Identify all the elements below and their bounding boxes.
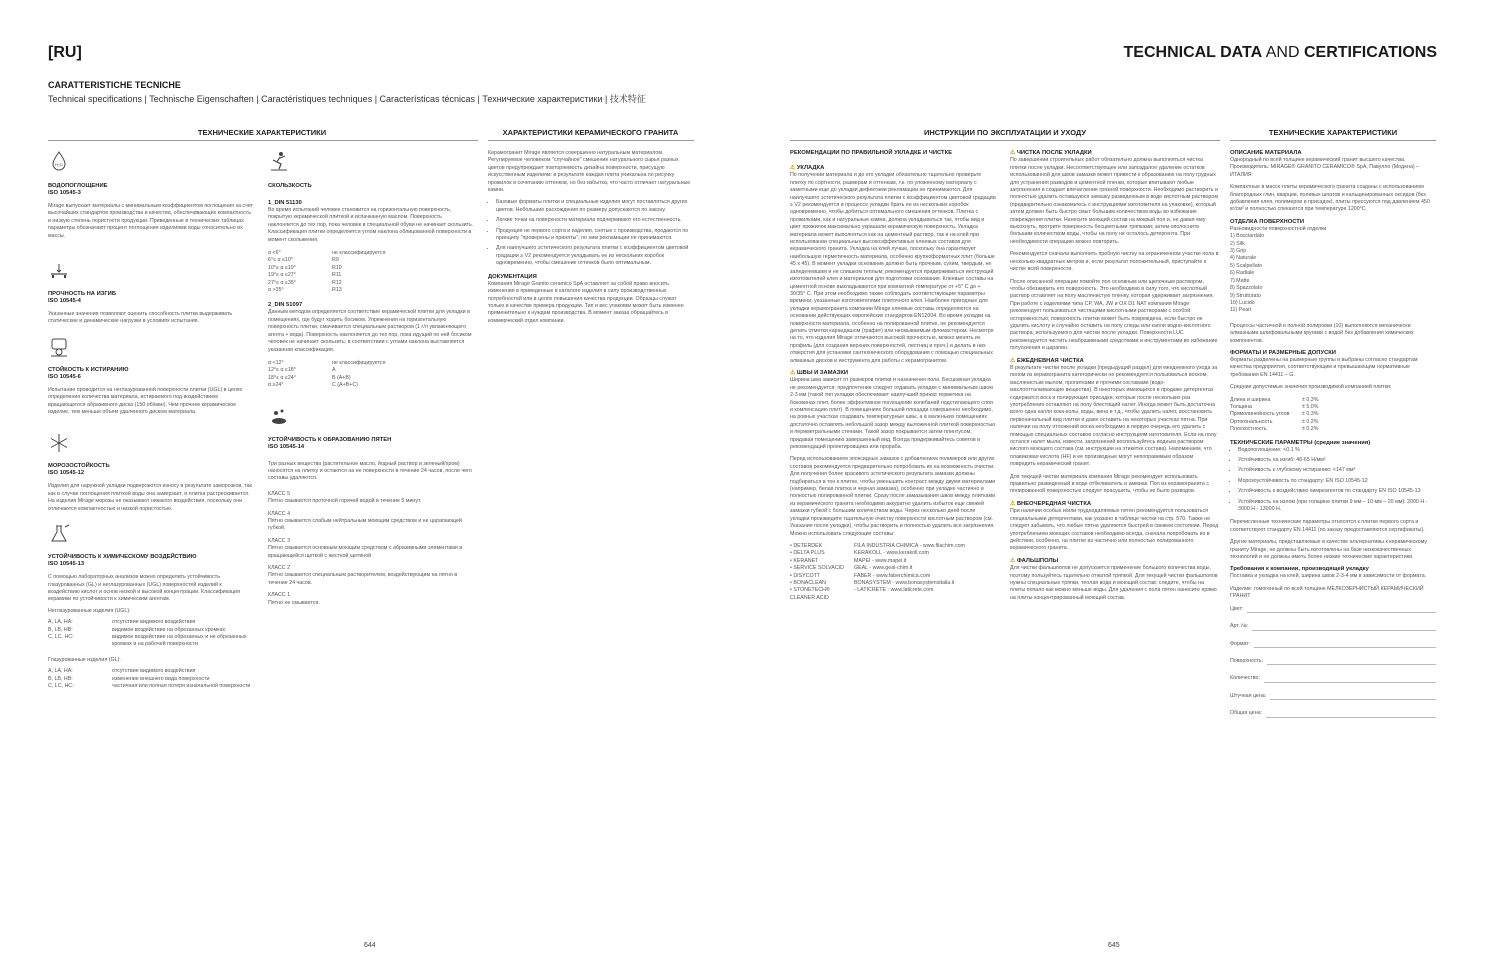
abc-row: α <12° не классифицируется	[268, 359, 386, 366]
stain-class: КЛАСС 5 Пятно смывается проточной горячей водой в течение 5 минут.	[268, 490, 422, 505]
water-title: ВОДОПОГЛОЩЕНИЕ	[48, 183, 108, 189]
after-laying-text: По завершении строительных работ обязательно должна выполняться чистка плитки после укладки. Несоответствующее или запоздалое удаление остатков использованной для швов замазки может привести к образованию на полу грудных для устранения разводов и цементной пленки, которые впитывают любые загрязнения и создает впечатление грязной поверхности. Необходимо растворить и полностью удалить оставшуюся замазку разведенным в воде кислотным раствором (предварительно ознакомьтесь с инструкциями изготовителя на упаковке), который затем должен быть быстро смыт большим количеством воды во избежание повреждения плитки. Нанесите моющий состав на мокрый пол и, не давая ему высохнуть, протрите поверхность бесцветными тряпками; затем ополосните большим количеством воды, чтобы на полу не осталось детергента. При необходимости операцию можно повторить.	[1010, 157, 1218, 245]
title-certifications: CERTIFICATIONS	[1303, 44, 1437, 61]
finish-title: ОТДЕЛКА ПОВЕРХНОСТИ	[1230, 218, 1304, 225]
flask-icon	[48, 523, 70, 545]
params-note-2: Другие материалы, представляемые в качестве альтернативы к керамическому граниту Mirage, не должны быть изготовлены на базе низкокачественных технологий и не должны иметь более низкие технические характеристики.	[1230, 539, 1428, 561]
description-text: Однородный по всей толщине керамический гранит высшего качества. Производитель: MIRAGE® GRANITO CERAMICO® SpA, Павулло (Модена) – ИТАЛИЯ	[1230, 157, 1420, 178]
list-item: 7) Matte	[1230, 277, 1250, 284]
gl-table	[48, 668, 254, 690]
list-item: 11) Pearl	[1230, 307, 1252, 314]
tolerance-row: Плоскостность ± 0.2%	[1230, 426, 1319, 433]
list-item: • Устойчивость на излом (при толщине плитки 9 мм – 10 мм – 20 мм): 2000 Н - 3000 Н - 13000 Н.	[1238, 499, 1436, 514]
ugl-table	[48, 619, 254, 649]
din1-text: Во время испытаний человек становится на горизонтальную поверхность, покрытую керамической плиткой и испачканную маслом. Поверхность наклоняется до тех пор, пока человек в специальной обуви не начинает скользить. Классификация плитки определяется углом наклона облицованной поверхности в момент скольжения.	[268, 207, 474, 243]
product-row: • KERANET MAPEI - www.mapei.it	[790, 557, 907, 564]
col-heading-tech: ТЕХНИЧЕСКИЕ ХАРАКТЕРИСТИКИ	[197, 128, 327, 137]
stain-class: КЛАСС 3 Пятно смывается основным моющим средством с абразивными элементами и вращающейся щеткой с жесткой щетиной.	[268, 537, 463, 559]
col-heading-tech-right: ТЕХНИЧЕСКИЕ ХАРАКТЕРИСТИКИ	[1268, 128, 1398, 137]
bend-text: Указанные значения позволяют оценить способность плитки выдерживать статические и динамические нагрузки в условиях испытания.	[48, 311, 233, 325]
form-field-quantity[interactable]: Количество:	[1230, 675, 1436, 682]
ugl-row: B, LB, HB: видимое воздействие на обрезанных кромках	[48, 626, 226, 633]
tolerance-row: Толщина ± 5.0%	[1230, 403, 1319, 410]
joints-text: Ширина шва зависит от размеров плитки и назначения пола. Бесшовная укладка не рекомендуется; предпочтение следует отдавать укладке с минимальным швом 2-3 мм (такой тип укладки обеспечивает наилучший прижат герметика на боковинах плит, более эффективное поглощение колебаний подстилающего слоя и компенсацию плит). В помещениях большой площади совершенно необходимо, на ровных участках создавать температурные швы, а в маленьких помещениях достаточно оставлять небольшой зазор между выложенной плиткой поверхностью и периметральными стенами. Такой зазор покрывается затем плинтусом, придавая помещению завершенный вид. Всегда придерживайтесь советов и рекомендаций проектировщика или прораба.	[790, 377, 996, 451]
daily-text-2: Для текущей чистки материала компания Mirage рекомендует использовать правильно разведенный в воде отбеливатель и аммиак. Пол из керамогранита с полированной поверхностью следует прасушить, чтобы не было разводов.	[1010, 473, 1209, 495]
granite-bullets	[488, 199, 694, 267]
stain-class: КЛАСС 4 Пятно смывается слабым нейтральным моющим средством и не царапающей губкой.	[268, 510, 462, 532]
r-row: 10°≤ α ≤19° R10	[268, 264, 342, 271]
formats-title: ФОРМАТЫ И РАЗМЕРНЫЕ ДОПУСКИ	[1230, 349, 1336, 356]
r-row: 27°≤ α ≤35° R12	[268, 279, 342, 286]
gl-row: B, LB, HB: изменение внешнего вида поверхности	[48, 675, 210, 682]
abc-row: α ≥24° C (A+B+C)	[268, 382, 358, 389]
documentation-text: Компания Mirage Granito ceramico SpA оставляет за собой право вносить изменения в приведенные в каталоге изделия в силу производственных потребностей или в целях повышения качества продукции. Образцы служат только в качестве примера продукции. Тип и вес упаковки может быть изменен применительно к нуждам производства. В момент заказа обращайтесь в коммерческий отдел компании.	[488, 280, 684, 324]
slipping-person-icon	[268, 150, 290, 172]
list-item: • Для наилучшего эстетического результата плитки с коэффициентом цветовой градации ≥ V2 рекомендуется укладывать ее из нескольких коробок одновременно, чтобы смешение оттенков было оптимальным.	[496, 245, 694, 267]
frost-text: Изделия для наружной укладки подвергаются износу в результате заморозков, так как в случае поглощения плиткой воды она замерзает, и плитка растрескивается. На изделия Mirage морозы не оказывают никакого воздействия, поскольку они отличаются компактностью и низкой пористостью.	[48, 483, 252, 512]
abc-row: 12°≤ α ≤18° A	[268, 367, 336, 374]
abrasion-text: Испытание проводится на неглазурованной поверхности плитки (UGL) в целях определения количества материала, истираемого под воздействием вращающегося абразивного диска (150 об/мин). Чем прочнее керамическое изделие, тем меньше объем удаленного диском материала.	[48, 386, 243, 416]
description-title: ОПИСАНИЕ МАТЕРИАЛА	[1230, 150, 1302, 156]
product-row: • DISYCOTT FABER - www.faberchimica.com	[790, 572, 931, 579]
form-field-surface[interactable]: Поверхность:	[1230, 658, 1436, 665]
extra-title: ⚠ ВНЕОЧЕРЕДНАЯ ЧИСТКА	[1010, 501, 1220, 508]
right-tech-column	[1230, 150, 1436, 728]
false-floor-text: Для чистки фальшполов не допускается применение большого количества воды, поэтому пользуйтесь тщательно отжатой тряпкой. Для текущей чистки фальшполов нужны специальные тряпки, теплая вода и моющий состав; следите, чтобы на плиты попало как можно меньше воды. Для удаления с пола пятен нанесите прямо на плиты концентрированный моющий состав.	[1010, 565, 1218, 601]
divider	[790, 140, 1220, 141]
language-code: [RU]	[48, 44, 82, 61]
frost-iso: ISO 10545-12	[48, 470, 85, 477]
after-laying-text-2: Рекомендуется сначала выполнить пробную чистку на ограниченном участке пола в несколько квадратных метров и, если результат положительный, приступайте к чистке всей поверхности.	[1010, 251, 1219, 273]
list-item: 1) Bocciardato	[1230, 233, 1265, 240]
finish-intro: Разновидности поверхностной отделки	[1230, 225, 1327, 232]
params-title: ТЕХНИЧЕСКИЕ ПАРАМЕТРЫ (средние значения)	[1230, 439, 1371, 446]
stain-classes	[268, 491, 474, 607]
title-technical-data: TECHNICAL DATA	[1123, 44, 1263, 61]
stain-text: Три разных вещества (растительное масло, йодный раствор и зеленый/хром) наносятся на плитку и остаются на ее поверхности в течение 24 часов, после чего составы удаляются.	[268, 460, 472, 482]
list-item: 5) Scalpellato	[1230, 262, 1263, 269]
form-line[interactable]	[1270, 693, 1436, 700]
stain-iso: ISO 10545-14	[268, 443, 305, 450]
page-header-title	[1124, 44, 1437, 62]
ugl-row: A, LA, HA: отсутствие видимого воздействия	[48, 619, 196, 626]
list-item: • Продукция не первого сорта и изделия, снятые с производства, продаются по принципу "проверены и приняты", по ним рекламации не принимаются.	[496, 228, 694, 243]
tolerance-row: Прямолинейность углов ± 0.3%	[1230, 411, 1319, 418]
section-title: CARATTERISTICHE TECNICHE	[48, 80, 181, 90]
params-note: Перечисленные технические параметры относятся к плитке первого сорта и соответствуют стандарту EN 14411 (по заказу предоставляются сертификаты).	[1230, 519, 1425, 533]
snowflake-icon	[48, 432, 70, 454]
care-column-1	[790, 150, 996, 602]
list-item: 8) Spazzolato	[1230, 285, 1263, 292]
requirements-text-2: Изделие: гомогенный по всей толщине МЕЛКОЗЕРНИСТЫЙ КЕРАМИЧЕСКИЙ ГРАНИТ	[1230, 585, 1424, 600]
divider	[488, 140, 694, 141]
description-text-2: Компактные в массе плиты керамического гранита созданы с использованием благородных глин, кварцев, полевых шпатов и кальцинированных оксидов (без добавления клея, полимеров и присадок), плиты прессуются под давлением 450 кг/см² и полностью спекаются при температуре 1200°С.	[1230, 184, 1430, 213]
form-field-format[interactable]: Формат:	[1230, 641, 1436, 648]
list-item: 3) Grip	[1230, 248, 1247, 255]
abc-class-table	[268, 360, 474, 390]
form-line[interactable]	[1252, 624, 1436, 631]
after-laying-text-3: После описанной операции помойте пол основным или щелочным раствором, чтобы обезжирить его поверхность. Это необходимо в силу того, что кислотный раствор оставляет на полу маслянистую пленку, которая удерживает загрязнения. При работе с изделиями типа CP, WA, JW и OX D1 NAT компания Mirage рекомендует пользоваться чистящими кислотными растворами с особой осторожностью; поверхность плитки может быть повреждена, если быстро не удалить кислоту и случайно оставить на полу следы или капли водно-кислотного раствора, используемого для чистки после укладки. Поверхности LUC рекомендуется чистить неабразивными средствами и инструментами во избежание потускнения и царапин.	[1010, 278, 1218, 352]
list-item: • Устойчивость к глубокому истиранию: <147 мм³	[1238, 467, 1436, 474]
form-field-total-price[interactable]: Общая цена:	[1230, 710, 1436, 717]
r-class-table	[268, 250, 474, 294]
form-line[interactable]	[1264, 676, 1436, 683]
chem-text: С помощью лабораторных анализов можно определить устойчивость глазурованных (GL) и неглазурованных (UGL) поверхностей изделий к воздействию кислот и основ низкой и высокой концентрации. Классификация керамики по устойчивости к химическим агентам.	[48, 574, 240, 603]
stain-class: КЛАСС 2 Пятно смывается специальным растворителем, воздействующим на пятно в течение 24 часов.	[268, 565, 458, 586]
bending-icon	[48, 260, 70, 282]
col-heading-granite: ХАРАКТЕРИСТИКИ КЕРАМИЧЕСКОГО ГРАНИТА	[502, 128, 679, 137]
gl-row: A, LA, HA: отсутствие видимого воздействия	[48, 668, 196, 675]
form-field-color[interactable]: Цвет:	[1230, 606, 1436, 613]
joints-text-2: Перед использованием эпоксидных замазок с добавлением полимеров или других составов рекомендуется предварительно попробовать их на возможность очистки. Для получения более красивого эстетического результата замазки должны подбираться в тон к плитке, чтобы уменьшить контраст между двумя материалами (например, белая плитка и черная замазка), особенно при укладке частично и полностью полированной плитки. Сразу после замазывания швов между плитками из керамического гранита необходимо аккуратно удалить избыток еще свежей замазки губкой с большим количеством воды. Через несколько дней после укладки произведите тщательную очистку поверхности кислотным раствором (см. Указания после укладки), чтобы растворить и полностью удалить все загрязнения. Можно использовать следующие составы:	[790, 456, 996, 537]
page-number-right: 645	[1108, 942, 1120, 949]
din2-text: Данным методом определяется соответствие керамической плитки для укладки в помещениях, где будут ходить босиком. Упрежнения на горизонтальную поверхность плитки, смачивается специальным раствором (1 г/л увлажняющего агента + вода). Поверхность наклоняется до тех пор, пока идущий по ней босиком человек не начинает скользить; в соответствии с углами наклона выставляется указанная классификация.	[268, 309, 472, 353]
requirements-title: Требования к компании, производящей укладку	[1230, 566, 1369, 573]
form-line[interactable]	[1266, 711, 1436, 718]
water-text: Mirage выпускает материалы с минимальным коэффициентом поглощения за счет высочайших стандартов производства и качества, обеспечивающих компактность и низкую степень пористости продукции. Приведенные в технических таблицах параметры обозначают процент поглощения изделиями воды относительно их массы.	[48, 203, 253, 239]
list-item: 10) Lucido	[1230, 299, 1255, 306]
gl-row: C, LC, HC: частичная или полная потеря изначальной поверхности	[48, 682, 251, 689]
section-subtitle: Technical specifications | Technische Eigenschaften | Caractéristiques techniques | Características técnicas | Технические характеристики | 技术特征	[48, 94, 646, 104]
abrasion-title: СТОЙКОСТЬ К ИСТИРАНИЮ	[48, 366, 129, 373]
daily-text: В результате чистки после укладки (предыдущий раздел) для ежедневного ухода за полом из керамогранита категорически не рекомендуется пользоваться воском, маслянистым мылом, пропитками и прочими составами (водо- маслоотталкивающие вещества). В некоторых имеющихся в продаже детергентах содержатся воск и полирующие присадки, которые после нескольких раз употребления оставляют на полу блестящий налет. Иногда может быть достаточна всего одна капля кока-колы, воды, вина и т.д., чтобы удалить налет, восстановить первоначальный вид плитки и даже оставить на некоторых участках пятна. При наличии на полу отложений воска необходимо в первую очередь его удалить с помощью специальных составов согласно инструкциям изготовителя. Если на полу остался налет мыла, извести, загрязнений воспользуйтесь водным раствором кислого моющего состава (см. инструкции на этикетке состава). Напоминаем, что плавиковая кислота (HF) и ее производные могут непоправимым образом повредить керамический гранит.	[1010, 364, 1218, 468]
tolerance-intro: Средние допустимые значения производимой компанией плитки:	[1230, 384, 1392, 391]
granite-intro: Керамогранит Mirage является совершенно натуральным материалом. Регулируемое человеком "случайное" смешение натурального сырья разных цветов предупреждает повторяемость дизайна поверхности, присущую искусственным изделиям: в результате каждая плита уникальна по рисунку прожилок и сочетанию оттенков, но без избытка, что часто отличает натуральные камни.	[488, 150, 691, 194]
title-and: AND	[1262, 44, 1304, 61]
r-row: α <6° не классифицируется	[268, 250, 386, 257]
water-drop-icon	[48, 150, 70, 172]
list-item: • Легкие точки на поверхности материала подчеркивают его естественность.	[496, 217, 694, 224]
finish-list	[1230, 233, 1436, 314]
stain-title: УСТОЙЧИВОСТЬ К ОБРАЗОВАНИЮ ПЯТЕН	[268, 436, 392, 443]
tolerance-table	[1230, 397, 1436, 434]
form-field-unit-price[interactable]: Штучная цена:	[1230, 693, 1436, 700]
form-field-article[interactable]: Арт. №:	[1230, 623, 1436, 630]
laying-title: ⚠ УКЛАДКА	[790, 165, 996, 172]
r-row: 19°≤ α ≤27° R11	[268, 272, 342, 279]
list-item: 6) Radiale	[1230, 270, 1255, 277]
r-row: 6°≤ α ≤10° R9	[268, 257, 339, 264]
din1-title: 1_DIN 51130	[268, 200, 302, 206]
tech-column-1	[48, 150, 254, 690]
bend-title: ПРОЧНОСТЬ НА ИЗГИБ	[48, 291, 116, 298]
list-item: • Морозоустойчивость по стандарту: EN ISO 10545-12	[1238, 478, 1436, 485]
extra-text: При наличии особых и/или труднодаляемых пятен рекомендуется пользоваться специальными детергентами, как указано в таблице чистки на стр. 570. Также не следует забывать, что любые пятна удаляются быстрей в свежем состоянии. Перед употреблением моющих составов необходимо всегда, сначала попробовать их в действии, особенно, на плитке из частично или полностью полированного керамического гранита.	[1010, 508, 1219, 552]
divider	[48, 140, 478, 141]
bend-iso: ISO 10545-4	[48, 298, 81, 305]
list-item: 4) Naturale	[1230, 255, 1257, 262]
din2-title: 2_DIN 51097	[268, 302, 303, 309]
abrasion-iso: ISO 10545-6	[48, 373, 81, 380]
after-laying-title: ⚠ ЧИСТКА ПОСЛЕ УКЛАДКИ	[1010, 150, 1220, 157]
list-item: • Базовые форматы плитки и специальные изделия могут поставляться других цветов. Небольшие расхождения по размеру допускаются по закону.	[496, 199, 694, 214]
params-list	[1230, 447, 1436, 514]
product-row: • STONETECH® CLEANER ACID - LATICRETE - www.laticrete.com	[790, 587, 934, 601]
products-list	[790, 543, 996, 602]
product-row: • SERVICE SOLVACID GEAL - www.geal-chim.it	[790, 565, 913, 572]
list-item: 9) Strutturato	[1230, 292, 1261, 299]
col-heading-care: ИНСТРУКЦИИ ПО ЭКСПЛУАТАЦИИ И УХОДУ	[923, 128, 1087, 137]
form-line[interactable]	[1254, 641, 1436, 648]
abc-row: 18°≤ α ≤24° B (A+B)	[268, 374, 351, 381]
gl-label: Глазурованные изделия (GL):	[48, 656, 121, 663]
false-floor-title: ⚠ ФАЛЬШПОЛЫ	[1010, 558, 1220, 565]
form-line[interactable]	[1267, 658, 1436, 665]
product-row: • BONACLEAN BONASYSTEM - www.bonasystemsitalia.it	[790, 579, 955, 586]
chem-iso: ISO 10545-13	[48, 561, 85, 568]
water-iso: ISO 10545-3	[48, 190, 81, 196]
list-item: • Водопоглощение: <0.1 %	[1238, 447, 1436, 454]
stain-class: КЛАСС 1 Пятно не смывается.	[268, 592, 320, 606]
divider	[1230, 140, 1436, 141]
ugl-row: C, LC, HC: видимое воздействие на обрезанных и не обрезанных кромках и на рабочей поверхности	[48, 633, 247, 648]
product-row: • DETERDEK FILA INDUSTRIA CHIMICA - www.filachim.com	[790, 542, 965, 549]
list-item: 2) Silk	[1230, 240, 1245, 247]
order-form	[1230, 606, 1436, 718]
list-item: • Устойчивость к воздействию химреагентов по стандарту EN ISO 10545-13	[1238, 488, 1436, 495]
tech-column-2	[268, 150, 474, 612]
page-number-left: 644	[364, 942, 376, 949]
r-row: α >35° R13	[268, 287, 342, 294]
tolerance-row: Ортогональность ± 0.2%	[1230, 418, 1319, 425]
product-row: • DELTA PLUS KERAKOLL - www.kerakoll.com	[790, 550, 929, 557]
stain-icon	[268, 406, 290, 428]
slip-title: СКОЛЬЗКОСТЬ	[268, 183, 312, 189]
chem-title: УСТОЙЧИВОСТЬ К ХИМИЧЕСКОМУ ВОЗДЕЙСТВИЮ	[48, 554, 197, 561]
recommendations-title: РЕКОМЕНДАЦИИ ПО ПРАВИЛЬНОЙ УКЛАДКЕ И ЧИСТКЕ	[790, 150, 952, 156]
joints-title: ⚠ ШВЫ И ЗАМАЗКИ	[790, 370, 996, 377]
list-item: • Устойчивость на изгиб: 46-65 Н/мм²	[1238, 457, 1436, 464]
granite-column	[488, 150, 694, 330]
daily-title: ⚠ ЕЖЕДНЕВНАЯ ЧИСТКА	[1010, 358, 1220, 365]
abrasion-icon	[48, 336, 70, 358]
ugl-label: Неглазурованные изделия (UGL):	[48, 607, 131, 614]
form-line[interactable]	[1247, 606, 1436, 613]
finish-note: Процессы частичной и полной полировки (10) выполняются механически алмазными шлифовальными кругами с водой без добавления химических компонентов.	[1230, 322, 1414, 344]
laying-text: По получении материала и до его укладки обязательно тщательно проверьте плитку по сортности, размерам и оттенкам, т.к. по уложенному материалу с заметными еще до укладки дефектами рекламации не принимаются. Для наилучшего эстетического результата плитки с коэффициентом цветовой градации ≥ V2 рекомендуется в процессе укладки брать ее из нескольких коробок одновременно, чтобы добиться оптимального смешения оттенков. Плитка с прожилками, как и натуральные камни, должна укладываться так, чтобы вид и цвет прожилок максимально украшали керамическую поверхность. Укладка материала может выполняться как на цементный раствор, так и на клей при использовании специальных высокоэффективных клеевых составов для керамического гранита. Укладка на клей лучше, поскольку она гарантирует наибольшую герметичность материала, особенно крупноформатных плит (больше 45 x 45). В момент укладки основание должно быть прочным, сухим, твердым, не заледеневшим и не слишком теплым; рекомендуется придерживаться инструкций изготовителей клея и материалов для подготовки основания. Клеевые составы на цементной основе выкладываются при комнатной температуре от +5° С до + 30/35° С. При этом необходимо также соблюдать соответствующие параметры времени, указанные изготовителями плиточного клея. Наиболее пригодные для укладки керамогранита компании Mirage клеевые составы определяются на основании действующих европейских стандартов EN12004. Во время укладки на поверхности материала, особенно на полированной плитке, не рекомендуется делать отметки карандашом (графит) или несмываемым фломастером. Несмотря на то, что изделия Mirage отличаются высокой прочностью, можно менять их профиль (для создания верхних поверхностей, лестниц и проч.) и делать в них отверстия для установки сантехнического оборудования с помощью специальных алмазных дисков и инструмента для работы с керамогранитом.	[790, 172, 996, 364]
tolerance-row: Длина и ширина ± 0.3%	[1230, 396, 1319, 403]
formats-text: Форматы разделены на размерные группы и выбраны согласно стандартам качества предприятия, соответствующим и превышающим нормативные требования EN 14411 – G.	[1230, 356, 1418, 378]
frost-title: МОРОЗОСТОЙКОСТЬ	[48, 463, 110, 470]
care-column-2	[1010, 150, 1220, 607]
svg-text:H₂O: H₂O	[55, 162, 63, 167]
documentation-title: ДОКУМЕНТАЦИЯ	[488, 273, 537, 280]
requirements-text: Поставка и укладка на клей, ширина швов 2-3-4 мм в зависимости от формата.	[1230, 573, 1427, 580]
